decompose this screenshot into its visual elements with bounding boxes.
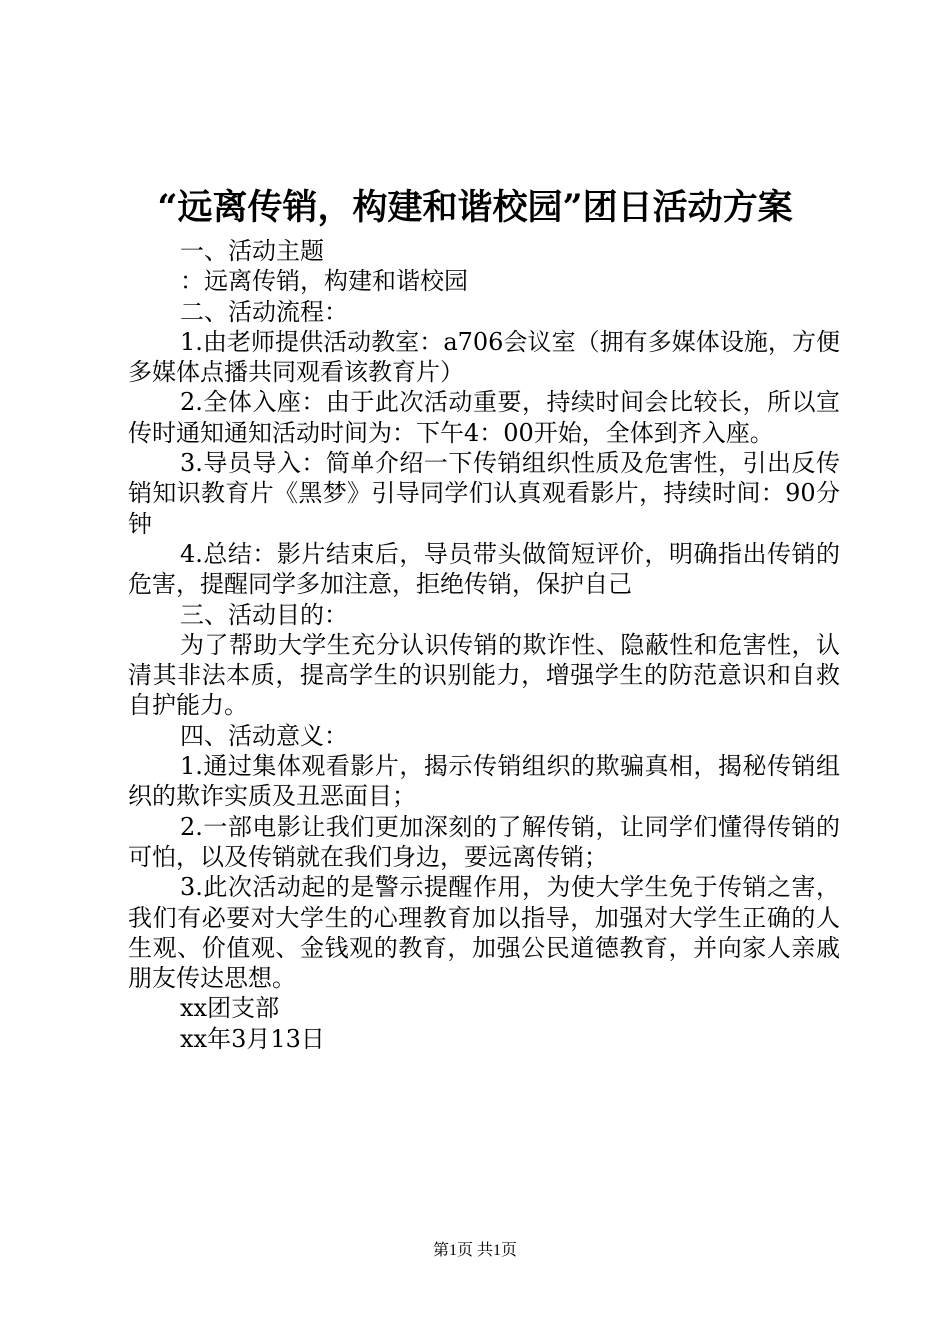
process-step-1: 1.由老师提供活动教室：a706会议室（拥有多媒体设施，方便多媒体点播共同观看该教育片） xyxy=(128,327,840,387)
process-step-3: 3.导员导入：简单介绍一下传销组织性质及危害性，引出反传销知识教育片《黑梦》引导同学们认真观看影片，持续时间：90分钟 xyxy=(128,449,840,538)
significance-item-1: 1.通过集体观看影片，揭示传销组织的欺骗真相，揭秘传销组织的欺诈实质及丑恶面目； xyxy=(128,752,840,811)
document-title: “远离传销，构建和谐校园”团日活动方案 xyxy=(157,187,793,228)
theme-text: ：远离传销，构建和谐校园 xyxy=(180,267,468,296)
significance-item-2: 2.一部电影让我们更加深刻的了解传销，让同学们懂得传销的可怕，以及传销就在我们身边，要远离传销； xyxy=(128,812,840,871)
signature-date: xx年3月13日 xyxy=(180,1024,325,1053)
signature-organization: xx团支部 xyxy=(180,994,280,1023)
process-step-4: 4.总结：影片结束后，导员带头做简短评价，明确指出传销的危害，提醒同学多加注意，拒绝传销，保护自己 xyxy=(128,539,840,599)
section-heading-purpose: 三、活动目的： xyxy=(180,600,348,629)
purpose-text: 为了帮助大学生充分认识传销的欺诈性、隐蔽性和危害性，认清其非法本质，提高学生的识别能力，增强学生的防范意识和自救自护能力。 xyxy=(128,630,840,720)
page-number-footer: 第1页 共1页 xyxy=(432,1242,517,1259)
document-body xyxy=(128,236,840,1054)
significance-item-3: 3.此次活动起的是警示提醒作用，为使大学生免于传销之害，我们有必要对大学生的心理教育加以指导，加强对大学生正确的人生观、价值观、金钱观的教育，加强公民道德教育，并向家人亲戚朋友传达思想。 xyxy=(128,873,840,993)
section-heading-process: 二、活动流程： xyxy=(180,297,348,326)
section-heading-significance: 四、活动意义： xyxy=(180,721,348,750)
process-step-2: 2.全体入座：由于此次活动重要，持续时间会比较长，所以宣传时通知通知活动时间为：下午4：00开始，全体到齐入座。 xyxy=(128,388,840,447)
section-heading-theme: 一、活动主题 xyxy=(180,237,324,265)
